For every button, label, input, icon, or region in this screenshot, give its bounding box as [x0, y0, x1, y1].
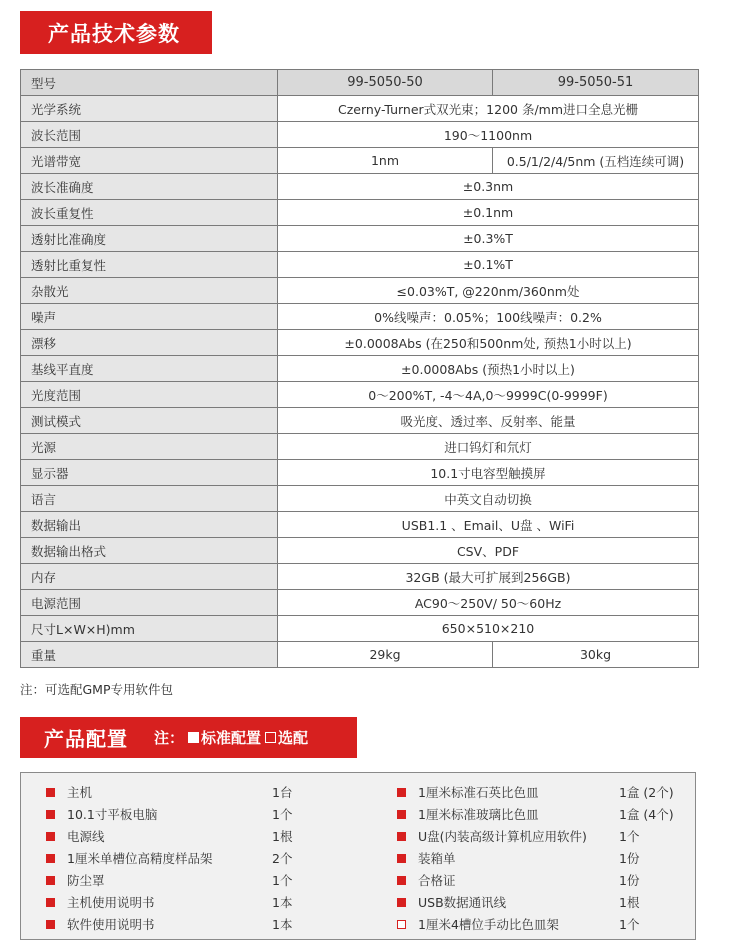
- config-item-name: 1厘米4槽位手动比色皿架: [418, 917, 559, 932]
- config-item: [46, 847, 293, 869]
- spec-value: 0%线噪声：0.05%；100线噪声：0.2%: [278, 304, 699, 330]
- spec-row: [21, 590, 699, 616]
- config-item-name: 防尘罩: [67, 873, 105, 888]
- config-item-qty: 1盒 (2个): [619, 785, 674, 800]
- config-item-qty: 2个: [272, 851, 293, 866]
- spec-row: [21, 252, 699, 278]
- config-item-name: 10.1寸平板电脑: [67, 807, 158, 822]
- config-item-qty: 1个: [619, 829, 640, 844]
- header-label: 型号: [21, 70, 278, 96]
- config-item: [397, 891, 640, 913]
- spec-label: 杂散光: [21, 278, 278, 304]
- config-item-name: 主机: [67, 785, 93, 800]
- filled-square-icon: [397, 832, 406, 841]
- filled-square-icon: [46, 920, 55, 929]
- config-item-name: 1厘米标准石英比色皿: [418, 785, 539, 800]
- config-item: [397, 913, 640, 935]
- config-item-qty: 1台: [272, 785, 293, 800]
- spec-row: [21, 486, 699, 512]
- config-item-qty: 1个: [272, 807, 293, 822]
- spec-row: [21, 278, 699, 304]
- config-item-qty: 1盒 (4个): [619, 807, 674, 822]
- config-item-qty: 1根: [619, 895, 640, 910]
- spec-label: 电源范围: [21, 590, 278, 616]
- filled-square-icon: [46, 788, 55, 797]
- spec-label: 透射比重复性: [21, 252, 278, 278]
- spec-label: 语言: [21, 486, 278, 512]
- spec-label: 波长重复性: [21, 200, 278, 226]
- filled-square-icon: [46, 898, 55, 907]
- spec-label: 测试模式: [21, 408, 278, 434]
- spec-value: CSV、PDF: [278, 538, 699, 564]
- config-item-name: USB数据通讯线: [418, 895, 507, 910]
- spec-row: [21, 408, 699, 434]
- filled-square-icon: [188, 732, 199, 743]
- standard-label: 标准配置: [201, 729, 262, 747]
- config-item: [397, 869, 640, 891]
- spec-label: 漂移: [21, 330, 278, 356]
- config-item-name: 合格证: [418, 873, 456, 888]
- spec-label: 光源: [21, 434, 278, 460]
- config-item: [397, 847, 640, 869]
- spec-row: [21, 538, 699, 564]
- config-item-name: 1厘米标准玻璃比色皿: [418, 807, 539, 822]
- spec-label: 光谱带宽: [21, 148, 278, 174]
- config-item-qty: 1本: [272, 895, 293, 910]
- spec-label: 基线平直度: [21, 356, 278, 382]
- config-item-qty: 1个: [619, 917, 640, 932]
- spec-row: [21, 460, 699, 486]
- spec-label: 波长范围: [21, 122, 278, 148]
- config-list: [20, 772, 696, 940]
- spec-value: 吸光度、透过率、反射率、能量: [278, 408, 699, 434]
- config-item: [46, 891, 293, 913]
- spec-row: [21, 200, 699, 226]
- filled-square-icon: [46, 810, 55, 819]
- config-item-name: 装箱单: [418, 851, 456, 866]
- filled-square-icon: [397, 810, 406, 819]
- filled-square-icon: [46, 832, 55, 841]
- spec-label: 尺寸L×W×H)mm: [21, 616, 278, 642]
- spec-value: ±0.3%T: [278, 226, 699, 252]
- spec-row: [21, 226, 699, 252]
- config-item-name: 主机使用说明书: [67, 895, 155, 910]
- spec-value-model-2: 0.5/1/2/4/5nm (五档连续可调): [493, 148, 699, 174]
- spec-table: [20, 69, 699, 668]
- config-item-name: 1厘米单槽位高精度样品架: [67, 851, 213, 866]
- filled-square-icon: [397, 876, 406, 885]
- config-item-qty: 1份: [619, 851, 640, 866]
- spec-value: USB1.1 、Email、U盘 、WiFi: [278, 512, 699, 538]
- spec-value: ±0.1nm: [278, 200, 699, 226]
- header-model-1: 99-5050-50: [278, 70, 493, 96]
- config-item: [46, 781, 293, 803]
- spec-row: [21, 382, 699, 408]
- spec-value: 190～1100nm: [278, 122, 699, 148]
- config-item-name: 软件使用说明书: [67, 917, 155, 932]
- config-item: [397, 781, 674, 803]
- spec-value: ±0.0008Abs (在250和500nm处, 预热1小时以上): [278, 330, 699, 356]
- config-item: [46, 913, 293, 935]
- spec-header-row: [21, 70, 699, 96]
- config-item: [46, 825, 293, 847]
- spec-label: 数据输出: [21, 512, 278, 538]
- config-item-qty: 1个: [272, 873, 293, 888]
- spec-value: AC90～250V/ 50～60Hz: [278, 590, 699, 616]
- config-item-name: 电源线: [67, 829, 105, 844]
- footnote: 注：可选配GMP专用软件包: [20, 682, 174, 697]
- spec-label: 透射比准确度: [21, 226, 278, 252]
- config-title: 产品配置: [44, 727, 128, 751]
- spec-row: [21, 148, 699, 174]
- spec-row: [21, 512, 699, 538]
- spec-value: 650×510×210: [278, 616, 699, 642]
- spec-row: [21, 434, 699, 460]
- spec-value: 中英文自动切换: [278, 486, 699, 512]
- spec-label: 内存: [21, 564, 278, 590]
- spec-row: [21, 616, 699, 642]
- spec-value: 10.1寸电容型触摸屏: [278, 460, 699, 486]
- config-item-qty: 1份: [619, 873, 640, 888]
- config-legend: [154, 727, 308, 748]
- config-item: [46, 803, 293, 825]
- spec-row: [21, 330, 699, 356]
- config-item: [397, 803, 674, 825]
- config-banner: [20, 717, 357, 758]
- spec-label: 显示器: [21, 460, 278, 486]
- hollow-square-icon: [265, 732, 276, 743]
- config-item: [46, 869, 293, 891]
- spec-label: 重量: [21, 642, 278, 668]
- config-note-prefix: 注：: [154, 729, 185, 747]
- spec-label: 光度范围: [21, 382, 278, 408]
- spec-value: 0～200%T, -4～4A,0～9999C(0-9999F): [278, 382, 699, 408]
- spec-value: 32GB (最大可扩展到256GB): [278, 564, 699, 590]
- config-item: [397, 825, 640, 847]
- filled-square-icon: [397, 788, 406, 797]
- spec-label: 数据输出格式: [21, 538, 278, 564]
- config-item-name: U盘(内装高级计算机应用软件): [418, 829, 587, 844]
- spec-value-model-1: 29kg: [278, 642, 493, 668]
- config-item-qty: 1根: [272, 829, 293, 844]
- spec-row: [21, 304, 699, 330]
- optional-label: 选配: [278, 729, 309, 747]
- filled-square-icon: [397, 854, 406, 863]
- tech-params-banner: [20, 11, 212, 54]
- spec-value: ±0.0008Abs (预热1小时以上): [278, 356, 699, 382]
- header-model-2: 99-5050-51: [493, 70, 699, 96]
- spec-row: [21, 564, 699, 590]
- spec-value: ≤0.03%T, @220nm/360nm处: [278, 278, 699, 304]
- spec-row: [21, 174, 699, 200]
- tech-params-title: 产品技术参数: [48, 21, 180, 46]
- spec-label: 波长准确度: [21, 174, 278, 200]
- filled-square-icon: [397, 898, 406, 907]
- spec-value: 进口钨灯和氘灯: [278, 434, 699, 460]
- filled-square-icon: [46, 854, 55, 863]
- spec-row: [21, 96, 699, 122]
- spec-value-model-1: 1nm: [278, 148, 493, 174]
- spec-row: [21, 642, 699, 668]
- filled-square-icon: [46, 876, 55, 885]
- spec-value-model-2: 30kg: [493, 642, 699, 668]
- config-item-qty: 1本: [272, 917, 293, 932]
- hollow-square-icon: [397, 920, 406, 929]
- spec-row: [21, 356, 699, 382]
- spec-row: [21, 122, 699, 148]
- spec-label: 噪声: [21, 304, 278, 330]
- spec-label: 光学系统: [21, 96, 278, 122]
- spec-value: Czerny-Turner式双光束；1200 条/mm进口全息光栅: [278, 96, 699, 122]
- spec-value: ±0.3nm: [278, 174, 699, 200]
- spec-value: ±0.1%T: [278, 252, 699, 278]
